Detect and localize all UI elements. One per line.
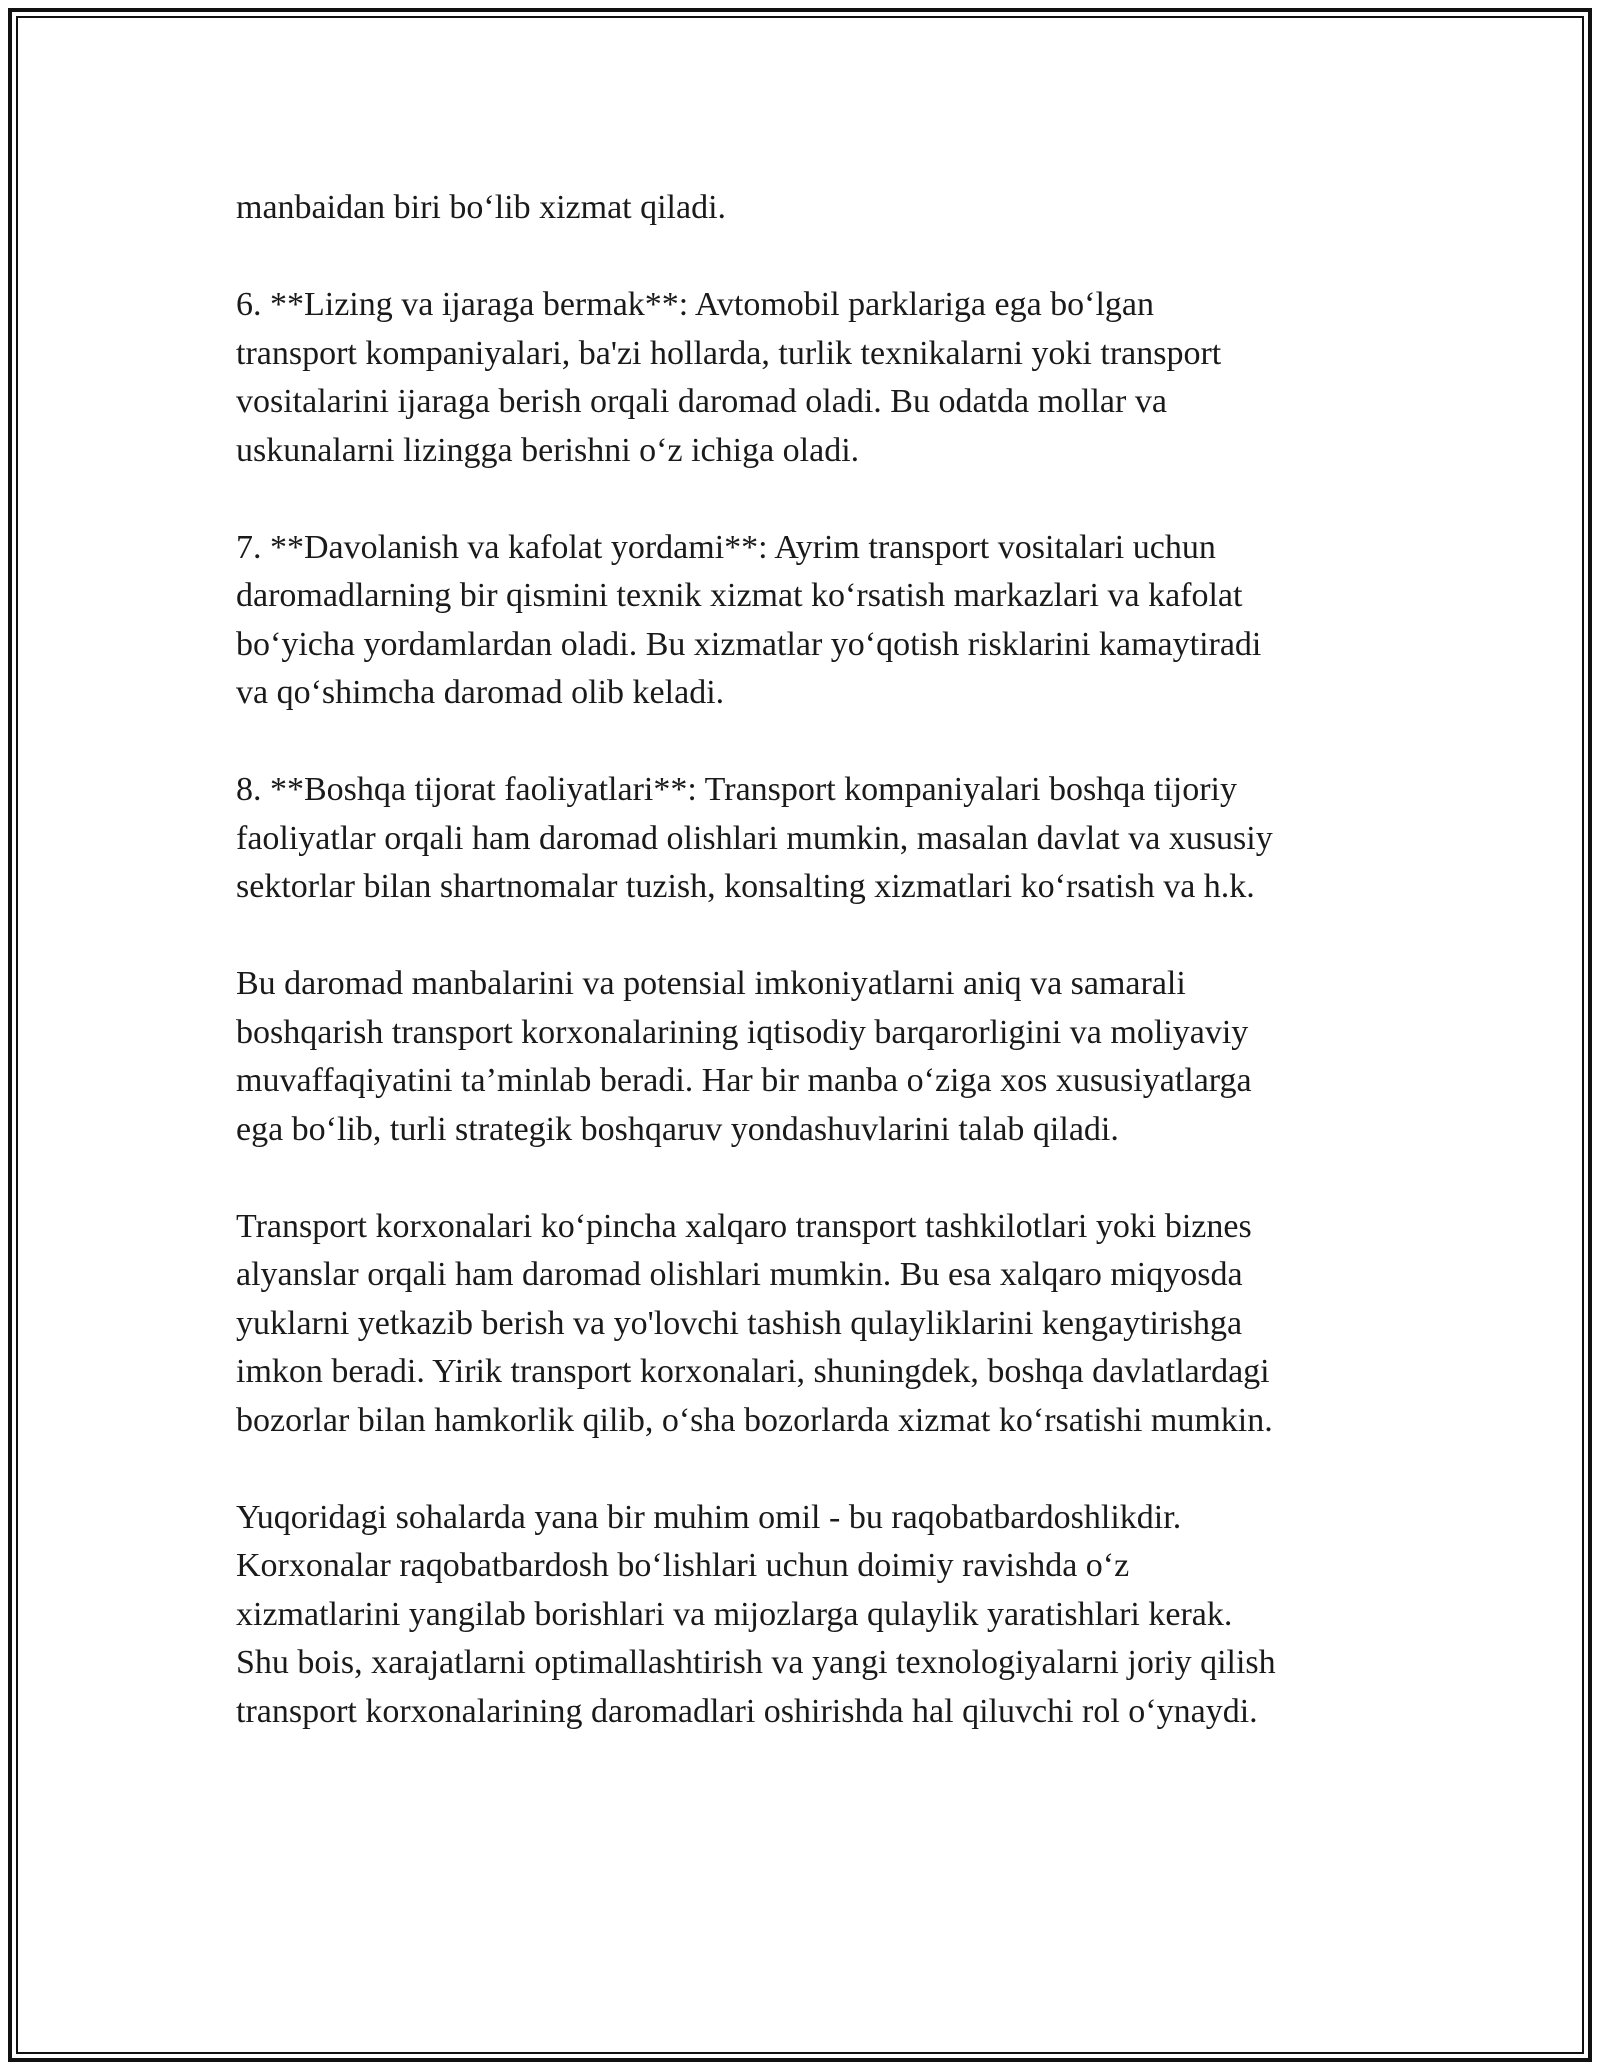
text-line: transport kompaniyalari, ba'zi hollarda, turlik texnikalarni yoki transport	[236, 334, 1222, 372]
text-line: boshqarish transport korxonalarining iqtisodiy barqarorligini va moliyaviy	[236, 1013, 1249, 1051]
text-line: muvaffaqiyatini ta’minlab beradi. Har bir manba o‘ziga xos xususiyatlarga	[236, 1062, 1252, 1099]
text-line: ega bo‘lib, turli strategik boshqaruv yondashuvlarini talab qiladi.	[236, 1110, 1119, 1148]
text-line: Transport korxonalari ko‘pincha xalqaro transport tashkilotlari yoki biznes	[236, 1207, 1252, 1245]
text-line: Bu daromad manbalarini va potensial imkoniyatlarni aniq va samarali	[236, 965, 1186, 1002]
text-line: uskunalarni lizingga berishni o‘z ichiga oladi.	[236, 431, 860, 469]
text-line: xizmatlarini yangilab borishlari va mijozlarga qulaylik yaratishlari kerak.	[236, 1595, 1233, 1633]
text-line: vositalarini ijaraga berish orqali daromad oladi. Bu odatda mollar va	[236, 383, 1167, 420]
paragraph-continuation	[236, 184, 1366, 233]
text-line: sektorlar bilan shartnomalar tuzish, konsalting xizmatlari ko‘rsatish va h.k.	[236, 868, 1255, 905]
text-line: 8. **Boshqa tijorat faoliyatlari**: Transport kompaniyalari boshqa tijoriy	[236, 771, 1237, 808]
paragraph-competitiveness	[236, 1494, 1366, 1737]
paragraph-other-commercial	[236, 766, 1366, 912]
text-line: bozorlar bilan hamkorlik qilib, o‘sha bozorlarda xizmat ko‘rsatishi mumkin.	[236, 1401, 1273, 1439]
text-line: transport korxonalarining daromadlari oshirishda hal qiluvchi rol o‘ynaydi.	[236, 1692, 1258, 1730]
text-line: yuklarni yetkazib berish va yo'lovchi tashish qulayliklarini kengaytirishga	[236, 1304, 1243, 1342]
text-line: daromadlarning bir qismini texnik xizmat ko‘rsatish markazlari va kafolat	[236, 577, 1243, 614]
text-line: bo‘yicha yordamlardan oladi. Bu xizmatlar yo‘qotish risklarini kamaytiradi	[236, 625, 1262, 663]
paragraph-warranty	[236, 524, 1366, 718]
text-line: va qo‘shimcha daromad olib keladi.	[236, 674, 725, 711]
text-line: Korxonalar raqobatbardosh bo‘lishlari uchun doimiy ravishda o‘z	[236, 1547, 1130, 1584]
paragraph-leasing	[236, 281, 1366, 475]
text-line: 6. **Lizing va ijaraga bermak**: Avtomobil parklariga ega bo‘lgan	[236, 286, 1155, 323]
text-line: manbaidan biri bo‘lib xizmat qiladi.	[236, 189, 727, 226]
paragraph-international	[236, 1203, 1366, 1446]
text-line: Shu bois, xarajatlarni optimallashtirish va yangi texnologiyalarni joriy qilish	[236, 1644, 1276, 1681]
text-line: alyanslar orqali ham daromad olishlari mumkin. Bu esa xalqaro miqyosda	[236, 1256, 1243, 1293]
text-line: Yuqoridagi sohalarda yana bir muhim omil - bu raqobatbardoshlikdir.	[236, 1498, 1182, 1536]
paragraph-revenue-management	[236, 960, 1366, 1154]
document-body	[236, 184, 1366, 1785]
text-line: faoliyatlar orqali ham daromad olishlari mumkin, masalan davlat va xususiy	[236, 819, 1273, 857]
text-line: imkon beradi. Yirik transport korxonalari, shuningdek, boshqa davlatlardagi	[236, 1353, 1270, 1390]
text-line: 7. **Davolanish va kafolat yordami**: Ayrim transport vositalari uchun	[236, 528, 1216, 566]
